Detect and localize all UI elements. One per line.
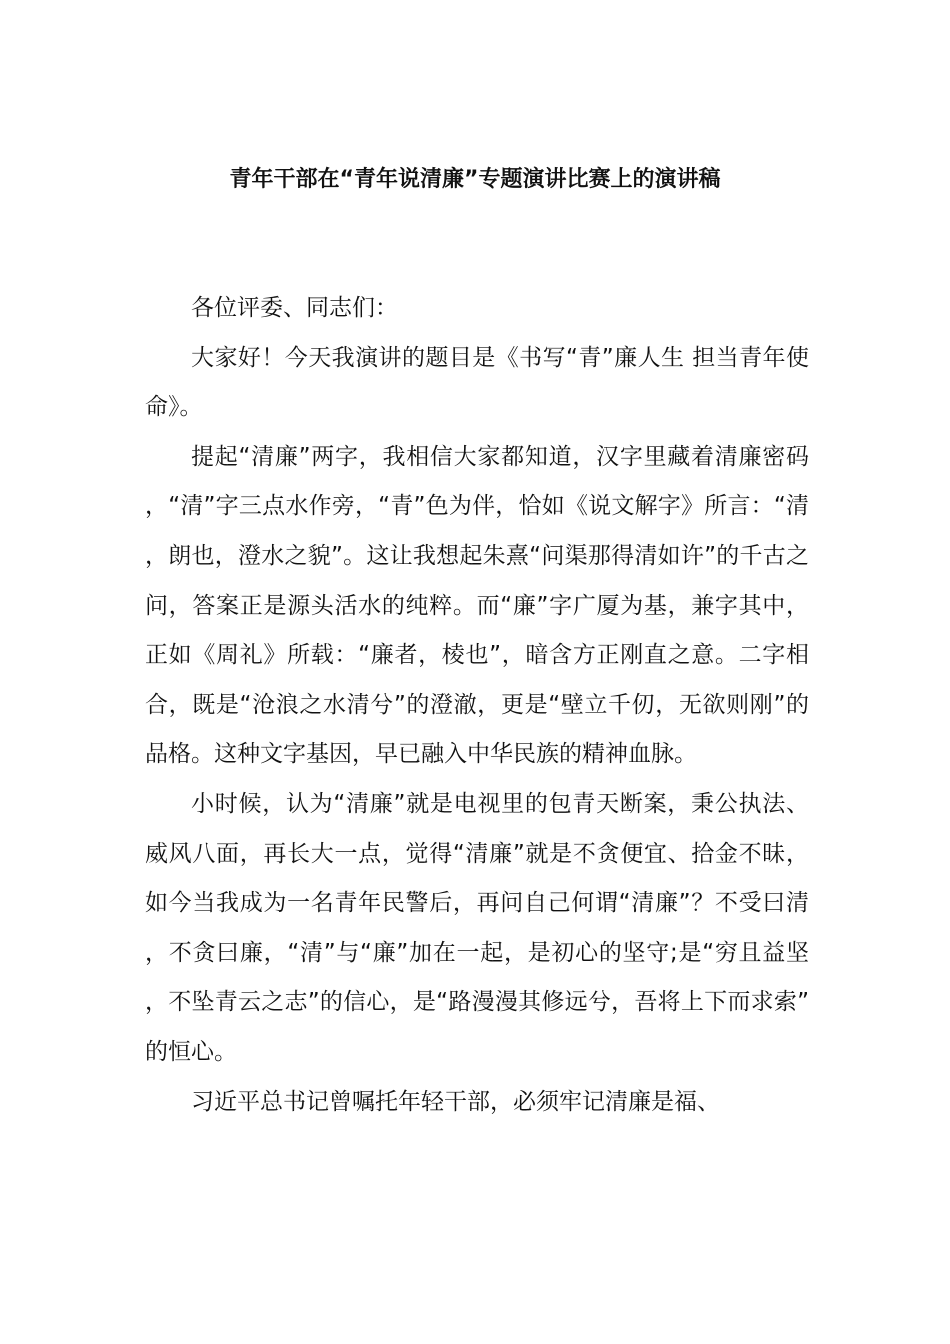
paragraph-personal-understanding: 小时候，认为“清廉”就是电视里的包青天断案，秉公执法、威风八面，再长大一点，觉得“清廉”就是不贪便宜、拾金不昧，如今当我成为一名青年民警后，再问自己何谓“清廉”？不受曰清，不贪曰廉，“清”与“廉”加在一起，是初心的坚守;是“穷且益坚，不坠青云之志”的信心，是“路漫漫其修远兮，吾将上下而求索”的恒心。 xyxy=(145,790,809,1065)
document-title: 青年干部在“青年说清廉”专题演讲比赛上的演讲稿 xyxy=(229,167,721,192)
paragraph-topic: 大家好！今天我演讲的题目是《书写“青”廉人生 担当青年使命》。 xyxy=(145,344,809,421)
paragraph-character-meaning: 提起“清廉”两字，我相信大家都知道，汉字里藏着清廉密码，“清”字三点水作旁，“青”色为伴，恰如《说文解字》所言：“清，朗也，澄水之貌”。这让我想起朱熹“问渠那得清如许”的千古之问，答案正是源头活水的纯粹。而“廉”字广厦为基，兼字其中，正如《周礼》所载：“廉者，棱也”，暗含方正刚直之意。二字相合，既是“沧浪之水清兮”的澄澈，更是“壁立千仞，无欲则刚”的品格。这种文字基因，早已融入中华民族的精神血脉。 xyxy=(145,443,809,768)
paragraph-salutation: 各位评委、同志们： xyxy=(191,295,398,321)
document-body xyxy=(145,284,809,1127)
paragraph-xi-quote: 习近平总书记曾嘱托年轻干部，必须牢记清廉是福、 xyxy=(191,1088,720,1115)
